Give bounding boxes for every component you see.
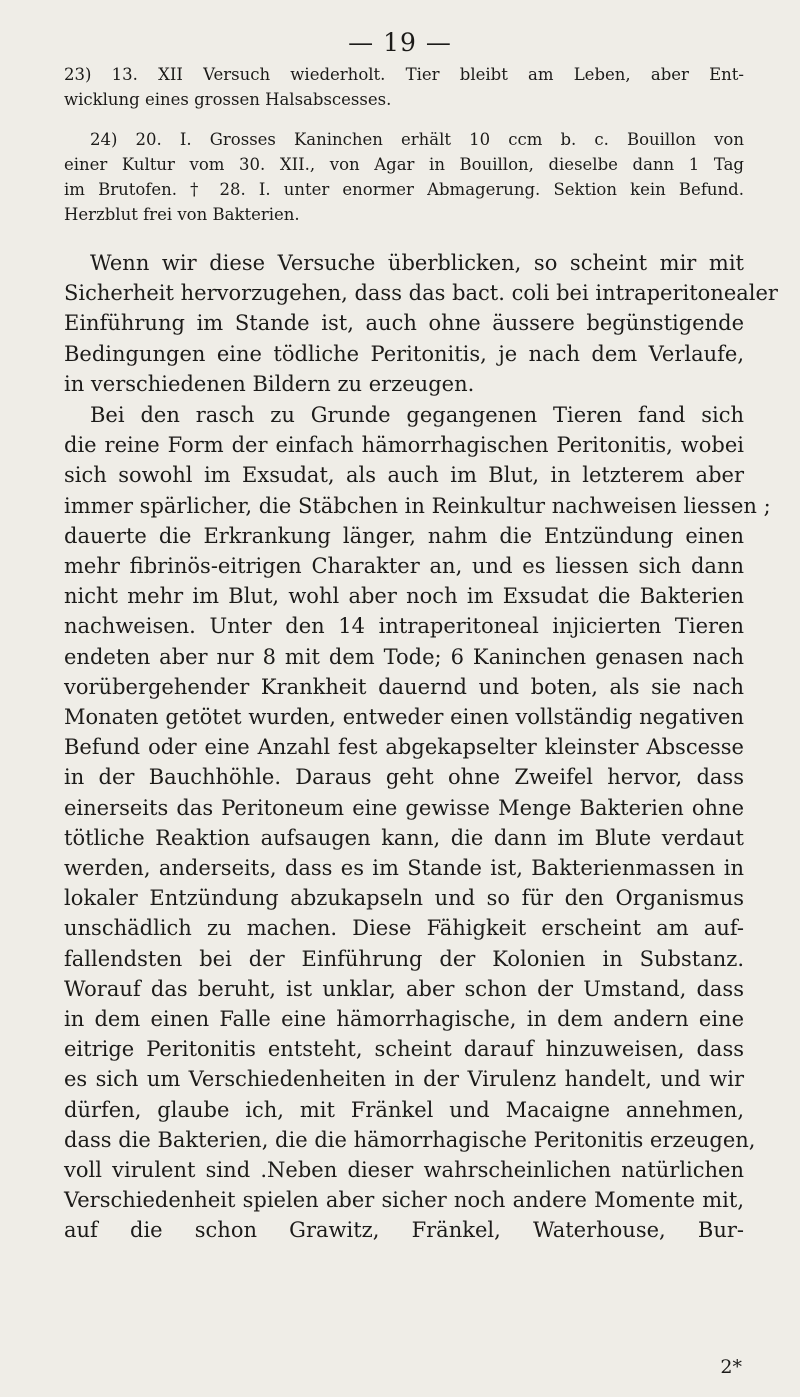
text-line: werden, anderseits, dass es im Stande ist, Bakterienmassen in — [64, 856, 744, 881]
text-line: auf die schon Grawitz, Fränkel, Waterhouse, Bur- — [64, 1218, 744, 1243]
text-line: im Brutofen. † 28. I. unter enormer Abmagerung. Sektion kein Befund. — [64, 180, 744, 199]
text-line: wicklung eines grossen Halsabscesses. — [64, 90, 392, 109]
text-line: vorübergehender Krankheit dauernd und boten, als sie nach — [64, 674, 744, 699]
text-line: dass die Bakterien, die die hämorrhagische Peritonitis erzeugen, — [64, 1127, 756, 1152]
protocol-entry-24 — [64, 127, 744, 227]
text-line: Einführung im Stande ist, auch ohne äussere begünstigende — [64, 311, 744, 336]
paragraph-summary — [64, 248, 778, 399]
printer-signature: 2* — [720, 1356, 742, 1378]
text-line: in verschiedenen Bildern zu erzeugen. — [64, 371, 475, 396]
text-line: Befund oder eine Anzahl fest abgekapselter kleinster Abscesse — [64, 735, 744, 760]
text-line: Monaten getötet wurden, entweder einen vollständig negativen — [64, 705, 744, 730]
text-line: Bedingungen eine tödliche Peritonitis, je nach dem Verlaufe, — [64, 341, 744, 366]
text-line: es sich um Verschiedenheiten in der Virulenz handelt, und wir — [64, 1067, 744, 1092]
text-line: voll virulent sind .Neben dieser wahrscheinlichen natürlichen — [64, 1158, 744, 1183]
protocol-entry-23 — [64, 62, 744, 112]
text-line: die reine Form der einfach hämorrhagischen Peritonitis, wobei — [64, 433, 744, 458]
paragraph-discussion — [64, 400, 771, 1246]
text-line: lokaler Entzündung abzukapseln und so für den Organismus — [64, 886, 744, 911]
text-line: Worauf das beruht, ist unklar, aber schon der Umstand, dass — [64, 976, 744, 1001]
text-line: immer spärlicher, die Stäbchen in Reinkultur nachweisen liessen ; — [64, 493, 771, 518]
text-line: eitrige Peritonitis entsteht, scheint darauf hinzuweisen, dass — [64, 1037, 744, 1062]
text-line: 24) 20. I. Grosses Kaninchen erhält 10 ccm b. c. Bouillon von — [90, 130, 744, 149]
text-line: in der Bauchhöhle. Daraus geht ohne Zweifel hervor, dass — [64, 765, 744, 790]
text-line: einerseits das Peritoneum eine gewisse Menge Bakterien ohne — [64, 795, 744, 820]
text-line: unschädlich zu machen. Diese Fähigkeit erscheint am auf- — [64, 916, 744, 941]
text-line: dürfen, glaube ich, mit Fränkel und Macaigne annehmen, — [64, 1097, 744, 1122]
text-line: Herzblut frei von Bakterien. — [64, 205, 300, 224]
text-line: nicht mehr im Blut, wohl aber noch im Exsudat die Bakterien — [64, 584, 744, 609]
page-number: — 19 — — [348, 28, 452, 57]
text-line: mehr fibrinös-eitrigen Charakter an, und es liessen sich dann — [64, 554, 744, 579]
text-line: nachweisen. Unter den 14 intraperitoneal injicierten Tieren — [64, 614, 744, 639]
text-line: Sicherheit hervorzugehen, dass das bact. coli bei intraperitonealer — [64, 281, 778, 306]
text-line: Bei den rasch zu Grunde gegangenen Tieren fand sich — [90, 403, 744, 427]
text-line: tötliche Reaktion aufsaugen kann, die dann im Blute verdaut — [64, 825, 744, 850]
text-line: einer Kultur vom 30. XII., von Agar in Bouillon, dieselbe dann 1 Tag — [64, 155, 744, 174]
text-line: endeten aber nur 8 mit dem Tode; 6 Kaninchen genasen nach — [64, 644, 744, 669]
text-line: in dem einen Falle eine hämorrhagische, in dem andern eine — [64, 1007, 744, 1032]
text-line: sich sowohl im Exsudat, als auch im Blut, in letzterem aber — [64, 463, 744, 488]
text-line: 23) 13. XII Versuch wiederholt. Tier bleibt am Leben, aber Ent- — [64, 65, 744, 84]
text-line: Wenn wir diese Versuche überblicken, so scheint mir mit — [90, 251, 744, 275]
text-line: dauerte die Erkrankung länger, nahm die Entzündung einen — [64, 523, 744, 548]
text-line: fallendsten bei der Einführung der Kolonien in Substanz. — [64, 946, 744, 971]
text-line: Verschiedenheit spielen aber sicher noch andere Momente mit, — [64, 1188, 744, 1213]
